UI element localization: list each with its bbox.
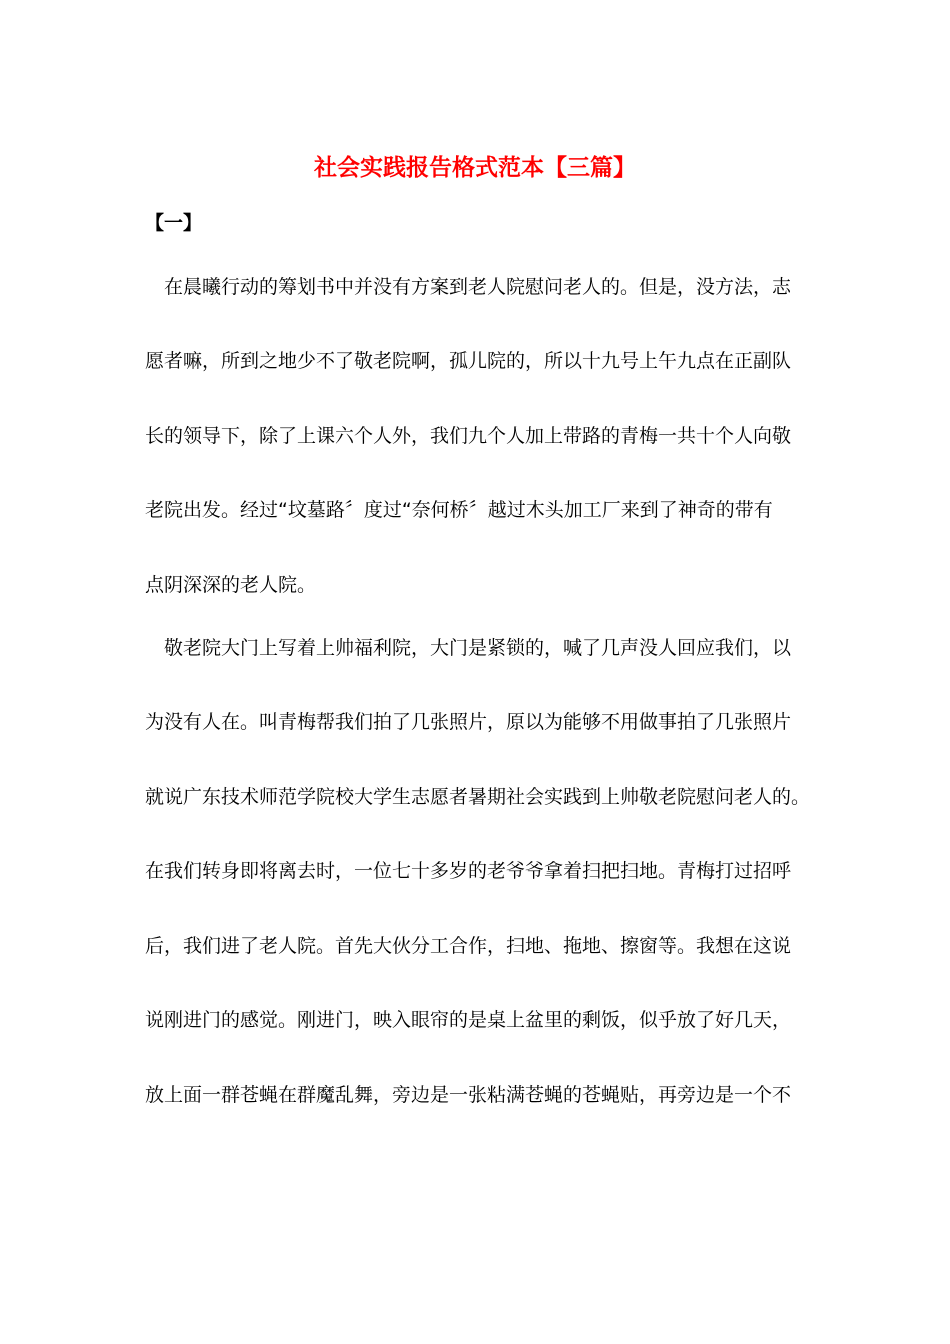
- body-line: 放上面一群苍蝇在群魔乱舞，旁边是一张粘满苍蝇的苍蝇贴，再旁边是一个不: [145, 1084, 792, 1106]
- body-line: 为没有人在。叫青梅帮我们拍了几张照片，原以为能够不用做事拍了几张照片: [145, 711, 792, 733]
- body-line: 点阴深深的老人院。: [145, 574, 317, 596]
- section-heading: 【一】: [145, 212, 203, 234]
- document-title: 社会实践报告格式范本【三篇】: [314, 154, 636, 181]
- body-line: 说刚进门的感觉。刚进门，映入眼帘的是桌上盆里的剩饭，似乎放了好几天，: [145, 1009, 792, 1031]
- body-line: 敬老院大门上写着上帅福利院，大门是紧锁的，喊了几声没人回应我们，以: [145, 637, 792, 659]
- body-line: 愿者嘛，所到之地少不了敬老院啊，孤儿院的，所以十九号上午九点在正副队: [145, 350, 792, 372]
- body-line: 老院出发。经过“坟墓路〞度过“奈何桥〞越过木头加工厂来到了神奇的带有: [145, 499, 773, 521]
- body-line: 后，我们进了老人院。首先大伙分工合作，扫地、拖地、擦窗等。我想在这说: [145, 935, 792, 957]
- body-line: 就说广东技术师范学院校大学生志愿者暑期社会实践到上帅敬老院慰问老人的。: [145, 786, 811, 808]
- body-line: 在我们转身即将离去时，一位七十多岁的老爷爷拿着扫把扫地。青梅打过招呼: [145, 860, 792, 882]
- body-line: 在晨曦行动的筹划书中并没有方案到老人院慰问老人的。但是，没方法，志: [145, 276, 792, 298]
- body-line: 长的领导下，除了上课六个人外，我们九个人加上带路的青梅一共十个人向敬: [145, 425, 792, 447]
